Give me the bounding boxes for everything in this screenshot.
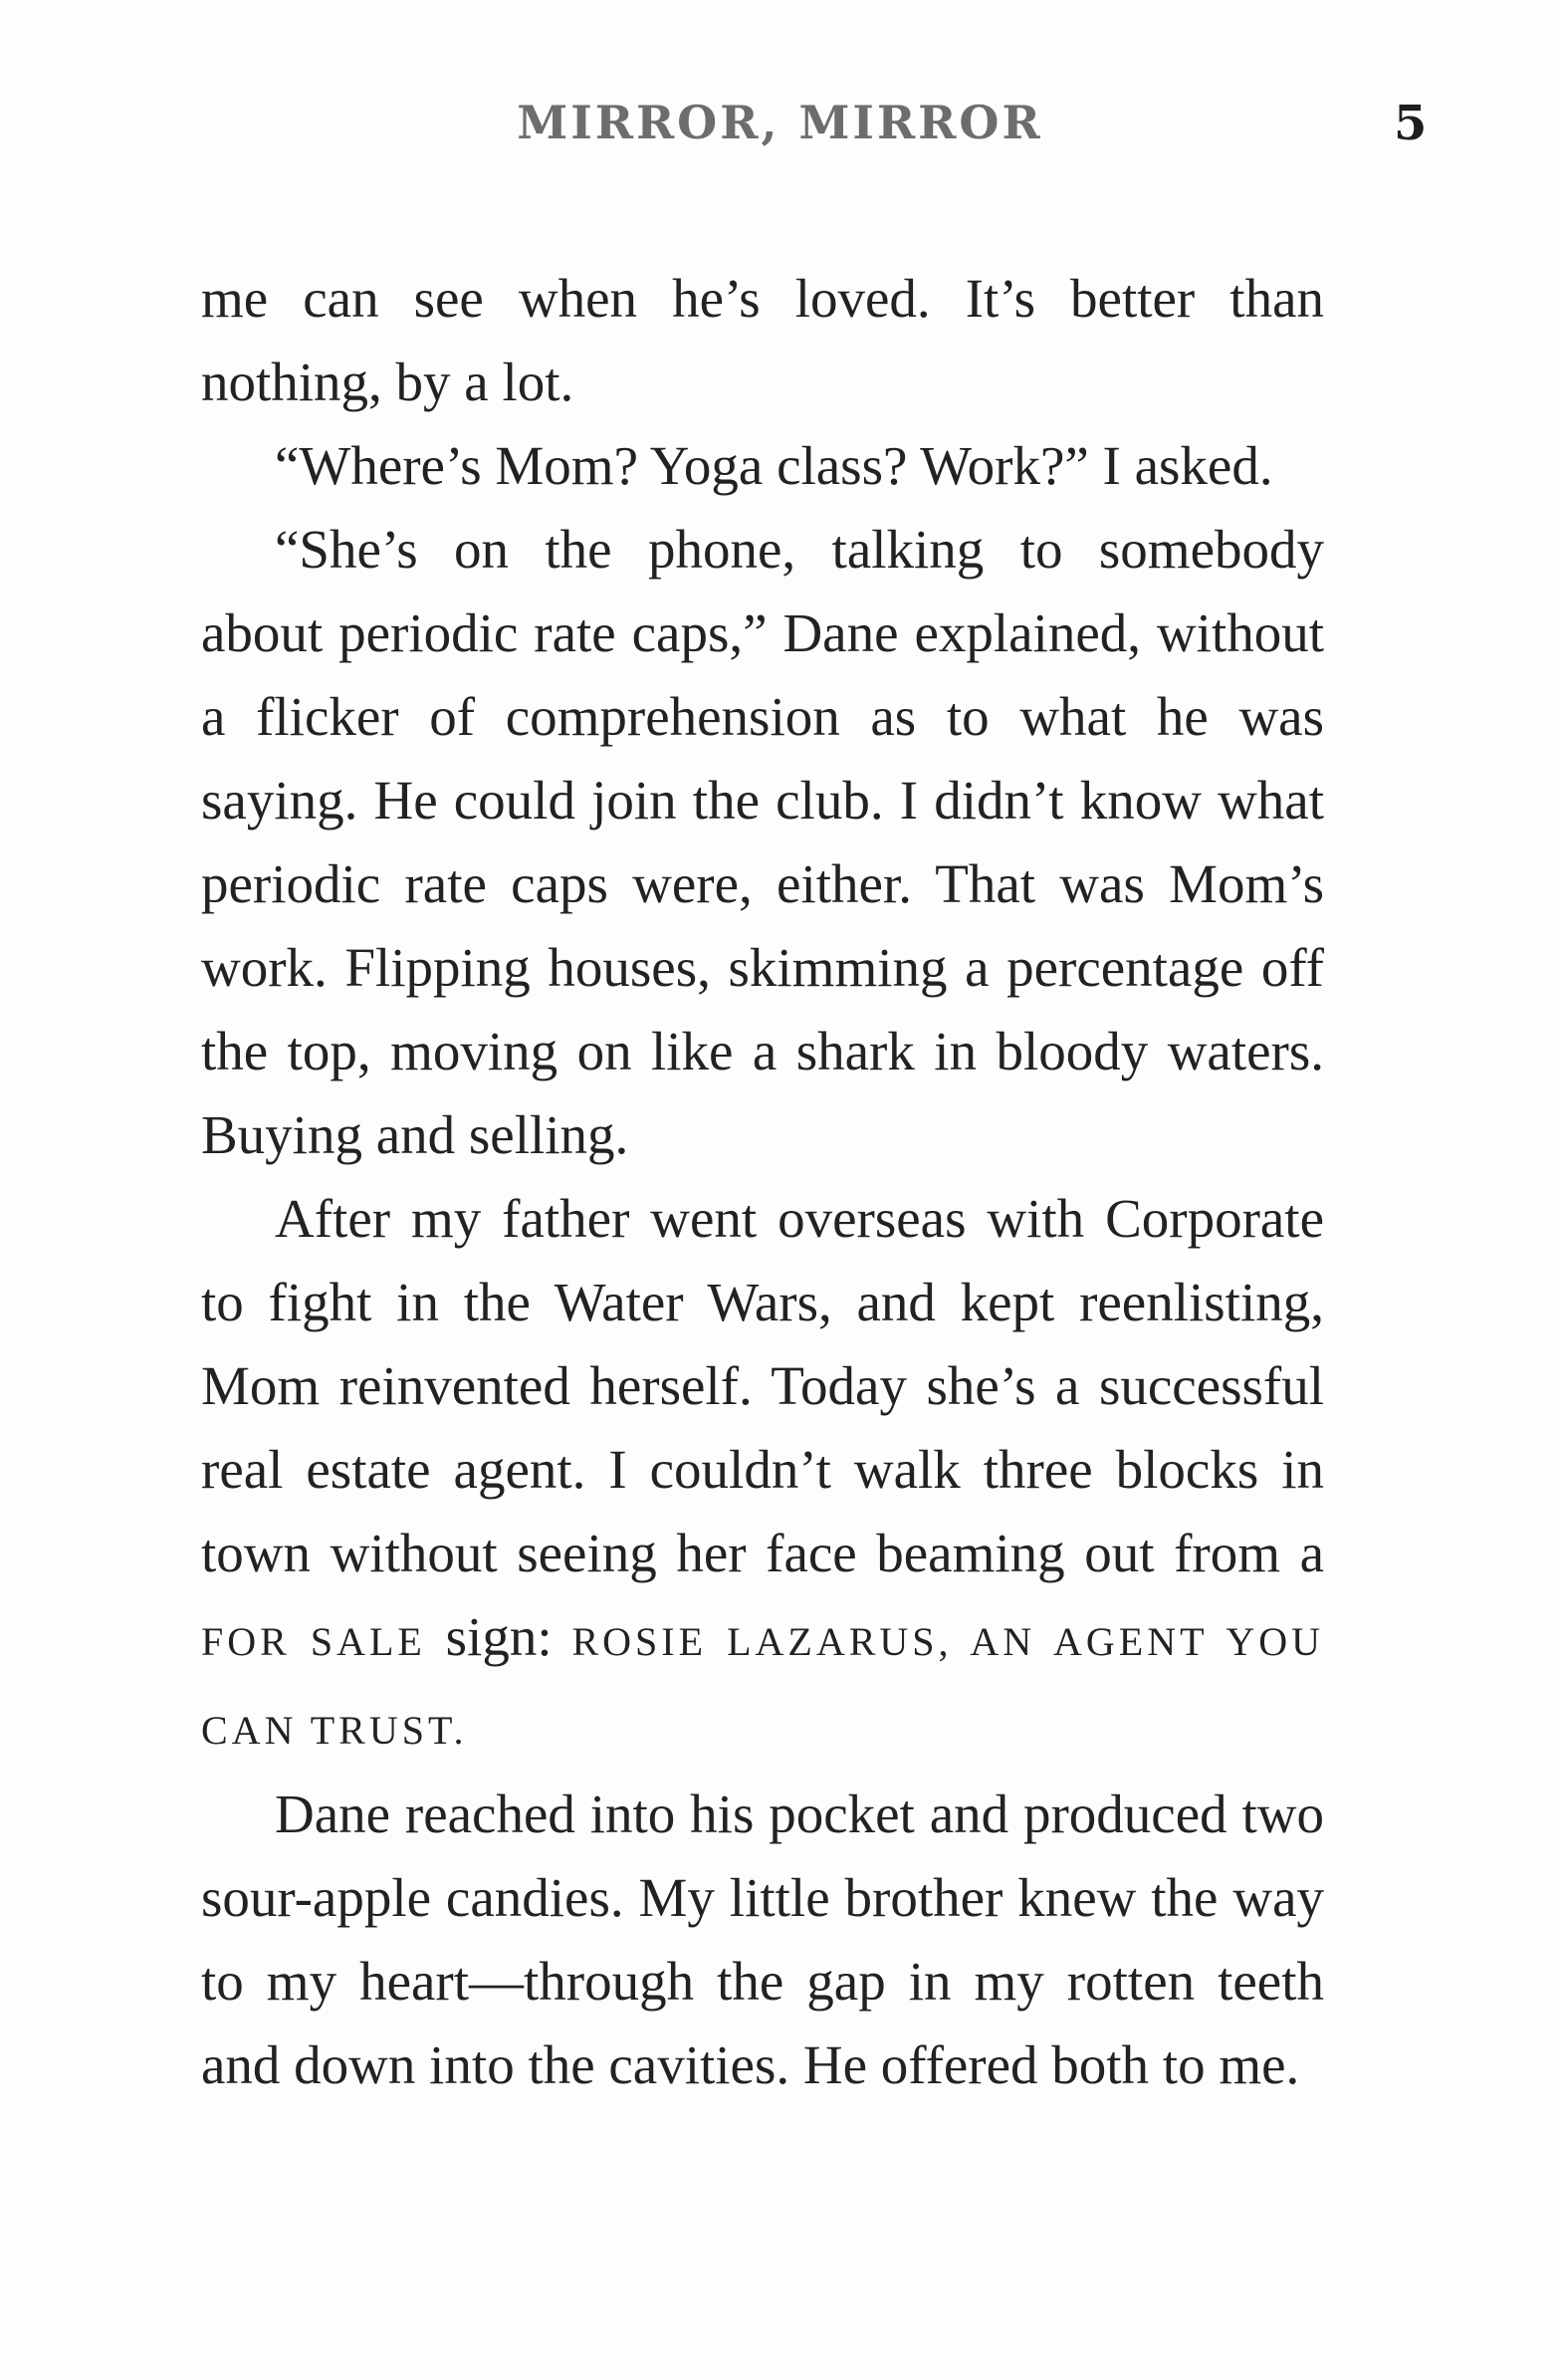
running-title: MIRROR, MIRROR [517,96,1043,149]
page-number: 5 [1394,96,1428,151]
paragraph-1: me can see when he’s loved. It’s better than nothing, by a lot. [201,268,1324,412]
paragraph-2: “Where’s Mom? Yoga class? Work?” I asked. [275,435,1273,496]
body-text [201,257,1324,2107]
small-caps-for-sale: FOR SALE [201,1619,426,1664]
small-caps-sign-text: ROSIE LAZARUS, AN AGENT YOU CAN TRUST. [201,1619,1325,1753]
paragraph-4 [201,1177,1324,1773]
paragraph-5: Dane reached into his pocket and produced two sour-apple candies. My little brother knew the way to my heart—through the gap in my rotten teeth and down into the cavities. He offered both to me. [201,1784,1324,2095]
paragraph-4-text-a: After my father went overseas with Corporate to fight in the Water Wars, and kept reenlisting, Mom reinvented herself. Today she’s a successful real estate agent. I couldn’t walk three blocks in town without seeing her face beaming out from a [201,1188,1324,1583]
paragraph-4-text-b: sign: [425,1606,572,1667]
paragraph-3: “She’s on the phone, talking to somebody about periodic rate caps,” Dane explained, without a flicker of comprehension as to what he was saying. He could join the club. I didn’t know what periodic rate caps were, either. That was Mom’s work. Flipping houses, skimming a percentage off the top, moving on like a shark in bloody waters. Buying and selling. [201,519,1324,1165]
running-head [0,96,1560,175]
